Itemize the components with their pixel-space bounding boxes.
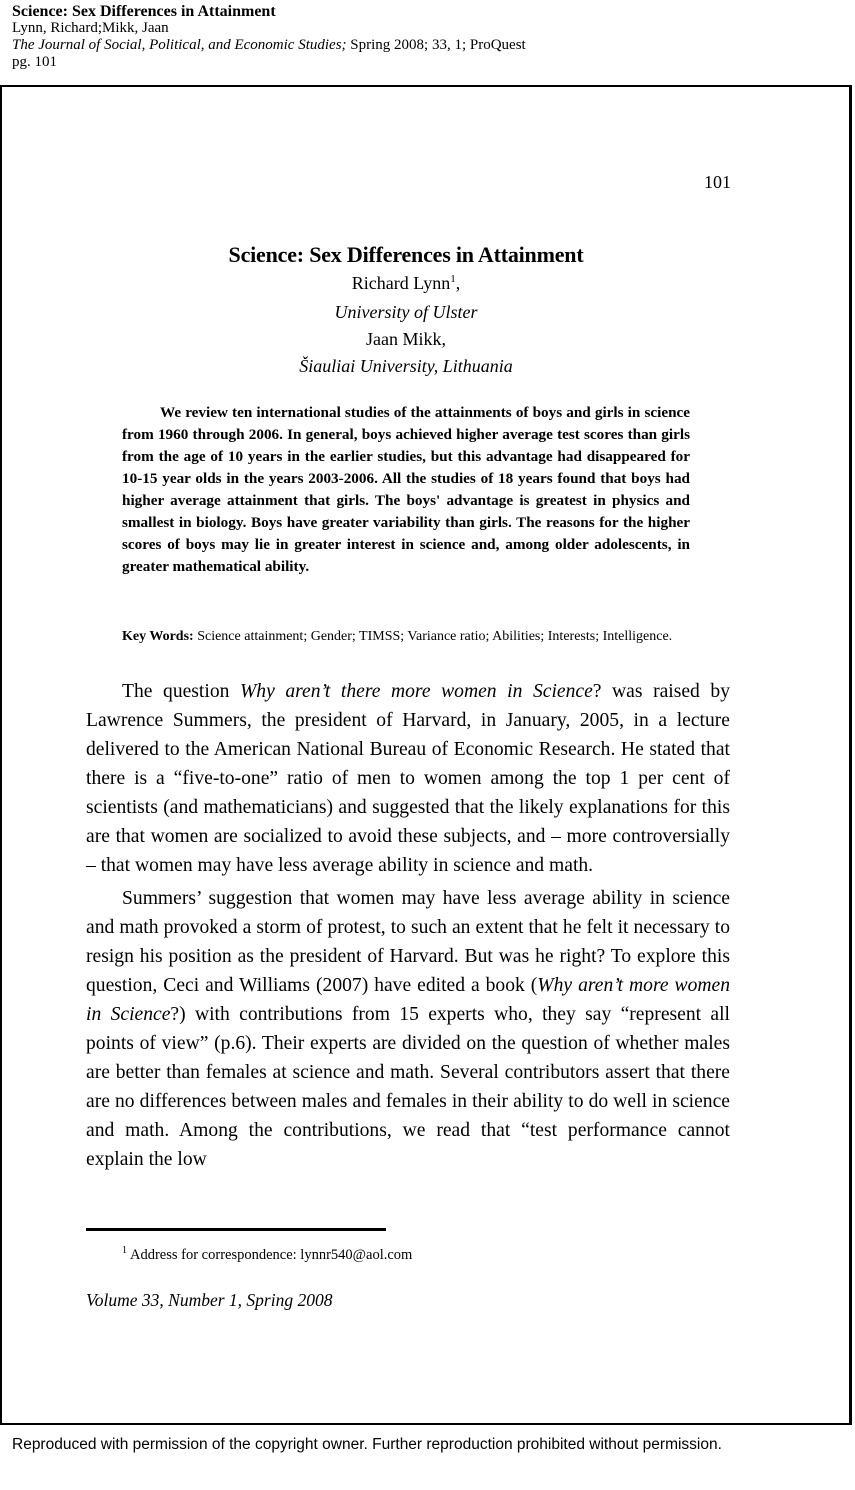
header-citation-details: Spring 2008; 33, 1; ProQuest <box>346 37 526 53</box>
paragraph-2-italic: Why aren’t more women in Science <box>86 975 731 1025</box>
volume-info: Volume 33, Number 1, Spring 2008 <box>86 1290 333 1310</box>
footnote-text: Address for correspondence: lynnr540@aol.com <box>130 1247 413 1263</box>
author-1-footnote-mark: 1 <box>450 273 456 285</box>
affiliation-2: Šiauliai University, Lithuania <box>299 356 513 376</box>
paragraph-2-part: Summers’ suggestion that women may have less average ability in science and math provoked a storm of protest, to such an extent that he felt it necessary to resign his position as the president of Harvard. But was he right? To explore this question, Ceci and Williams (2007) have edited a book ( <box>86 888 730 996</box>
keywords-label: Key Words: <box>122 629 194 644</box>
footnote <box>122 1247 412 1264</box>
paragraph-2-part: ?) with contributions from 15 experts who, they say “represent all points of view” (p.6). Their experts are divided on the question of whether males are better than females at science and math. Several contributors assert that there are no differences between males and females in their ability to do well in science and math. Among the contributions, we read that “test performance cannot explain the low <box>86 1004 730 1170</box>
body-text <box>86 677 730 1178</box>
author-1-suffix: , <box>455 273 461 293</box>
abstract-text: We review ten international studies of the attainments of boys and girls in science from 1960 through 2006. In general, boys achieved higher average test scores than girls from the age of 10 years in the earlier studies, but this advantage had disappeared for 10-15 year olds in the years 2003-2006. All the studies of 18 years found that boys had higher average attainment that girls. The boys' advantage is greatest in physics and smallest in biology. Boys have greater variability than girls. The reasons for the higher scores of boys may lie in greater interest in science and, among older adolescents, in greater mathematical ability. <box>122 404 690 575</box>
abstract <box>122 402 690 578</box>
document-header <box>12 3 526 71</box>
keywords <box>122 626 692 647</box>
author-1-name: Richard Lynn <box>351 273 451 293</box>
paragraph-1 <box>86 677 730 880</box>
header-authors: Lynn, Richard;Mikk, Jaan <box>12 20 169 36</box>
header-journal: The Journal of Social, Political, and Economic Studies; <box>12 37 347 53</box>
paragraph-1-part: ? was raised by Lawrence Summers, the president of Harvard, in January, 2005, in a lecture delivered to the American National Bureau of Economic Research. He stated that there is a “five-to-one” ratio of men to women among the top 1 per cent of scientists (and mathematicians) and suggested that the likely explanations for this are that women are socialized to avoid these subjects, and – more controversially – that women may have less average ability in science and math. <box>86 681 730 876</box>
footnote-divider <box>86 1228 386 1231</box>
header-page: pg. 101 <box>12 54 57 70</box>
page-number: 101 <box>704 172 731 192</box>
footnote-mark: 1 <box>122 1245 127 1256</box>
paragraph-2 <box>86 884 730 1174</box>
paragraph-1-part: The question <box>122 681 240 702</box>
paragraph-1-italic: Why aren’t there more women in Science <box>239 681 593 702</box>
author-2: Jaan Mikk, <box>366 329 446 349</box>
article-title: Science: Sex Differences in Attainment <box>228 242 584 267</box>
author-1 <box>0 273 812 294</box>
header-citation <box>12 37 526 54</box>
header-title: Science: Sex Differences in Attainment <box>12 3 276 20</box>
affiliation-1: University of Ulster <box>334 302 478 322</box>
copyright-notice: Reproduced with permission of the copyright owner. Further reproduction prohibited without permission. <box>12 1436 722 1453</box>
keywords-text: Science attainment; Gender; TIMSS; Variance ratio; Abilities; Interests; Intelligence. <box>193 629 673 644</box>
